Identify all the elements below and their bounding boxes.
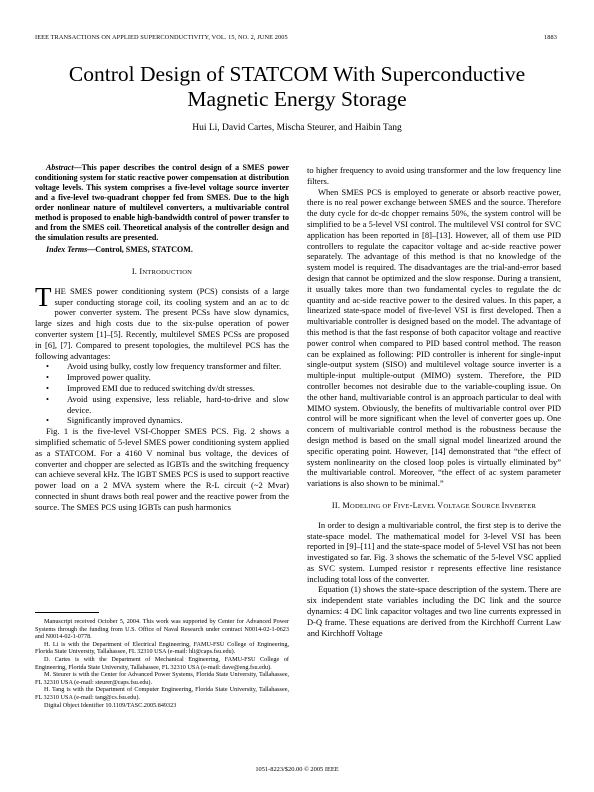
paragraph: to higher frequency to avoid using transformer and the low frequency line filters. bbox=[307, 165, 561, 186]
footnote: Digital Object Identifier 10.1109/TASC.2005.849323 bbox=[44, 701, 177, 709]
footnote: M. Steurer is with the Center for Advanced Power Systems, Florida State University, Tallahassee, FL 32310 USA (e-mail: steurer@caps.fsu.edu). bbox=[35, 671, 289, 686]
abstract bbox=[35, 163, 289, 243]
list-item: • Avoid using expensive, less reliable, hard-to-drive and slow device. bbox=[46, 393, 289, 415]
advantages-list bbox=[35, 361, 289, 426]
intro-paragraph-1: THE SMES power conditioning system (PCS) consists of a large super conducting storage coil, its cooling system and an ac to dc power converter system. The present PCSs have slow dynamics, large sizes and high costs due to the six-pulse operation of power converter system [1]–[5]. Recently, multilevel SMES PCSs are proposed in [6], [7]. Compared to present topologies, the multilevel PCS has the following advantages: bbox=[35, 281, 289, 361]
section-heading-introduction: I. INTRODUCTION bbox=[131, 267, 193, 276]
title-line-1: Control Design of STATCOM With Superconductive bbox=[68, 62, 526, 86]
footnote: H. Tang is with the Department of Computer Engineering, Florida State University, Tallahassee, FL 32310 USA (e-mail: tang@cs.fsu.edu). bbox=[35, 686, 289, 701]
footnotes bbox=[35, 612, 289, 709]
footnote-rule bbox=[35, 612, 99, 613]
page-number: 1883 bbox=[544, 34, 557, 41]
footnote: D. Cartes is with the Department of Mechanical Engineering, FAMU-FSU College of Engineering, Florida State University, Tallahassee, FL 32310 USA (e-mail: dave@eng.fsu.edu). bbox=[35, 655, 289, 671]
footnote: H. Li is with the Department of Electrical Engineering, FAMU-FSU College of Engineering, Florida State University, Tallahassee, FL 32310 USA (e-mail: hli@caps.fsu.edu). bbox=[35, 640, 289, 656]
paper-title bbox=[0, 62, 594, 112]
abstract-label: Abstract— bbox=[46, 163, 82, 172]
journal-header: IEEE TRANSACTIONS ON APPLIED SUPERCONDUCTIVITY, VOL. 15, NO. 2, JUNE 2005 bbox=[35, 34, 288, 41]
author-list: Hui Li, David Cartes, Mischa Steurer, and Haibin Tang bbox=[192, 123, 402, 133]
list-item: • Improved EMI due to reduced switching dv/dt stresses. bbox=[46, 382, 255, 393]
list-item: • Significantly improved dynamics. bbox=[46, 415, 183, 426]
index-terms bbox=[35, 245, 289, 255]
left-column bbox=[35, 163, 289, 513]
list-item: • Improved power quality. bbox=[46, 372, 151, 383]
index-terms-text: Control, SMES, STATCOM. bbox=[95, 245, 193, 254]
paragraph: Equation (1) shows the state-space description of the system. There are six independent state variables including the DC link and the source dynamics: 4 DC link capacitor voltages and two line currents expressed in D-Q frame. These equations are derived from the Kirchhoff Current Law and Kirchhoff Voltage bbox=[307, 584, 561, 638]
section-heading-modeling: II. MODELING OF FIVE-LEVEL VOLTAGE SOURCE INVERTER bbox=[331, 500, 537, 510]
abstract-text: This paper describes the control design of a SMES power conditioning system for static reactive power compensation at distribution voltage levels. This system comprises a five-level voltage source inverter and a five-level two-quadrant chopper fed from SMES. Due to the high order nonlinear nature of multilevel converters, a multivariable control method is proposed to enable high-bandwidth control of power transfer to and from the SMES coil. Theoretical analysis of the controller design and the simulation results are presented. bbox=[35, 163, 289, 242]
list-item: • Avoid using bulky, costly low frequency transformer and filter. bbox=[46, 361, 282, 372]
intro-paragraph-2: Fig. 1 is the five-level VSI-Chopper SMES PCS. Fig. 2 shows a simplified schematic of 5-level SMES power conditioning system applied as a STATCOM. For a 4160 V nominal bus voltage, the devices of converter and chopper are selected as IGBTs and the switching frequency can achieve several kHz. The IGBT SMES PCS is used to support reactive power load on a 2 MVA system where the R-L circuit (~2 Mvar) connected in shunt draws both real power and the reactive power from the source. The SMES PCS using IGBTs can push harmonics bbox=[35, 426, 289, 512]
right-column bbox=[307, 165, 561, 638]
paragraph: In order to design a multivariable control, the first step is to derive the state-space model. The mathematical model for 3-level VSI has been reported in [9]–[11] and the state-space model of 5-level VSI has not been investigated so far. Fig. 3 shows the schematic of the 5-level VSC applied as SVC system. Lumped resistor r represents effective line resistance including total loss of the converter. bbox=[307, 519, 561, 584]
footnote: Manuscript received October 5, 2004. This work was supported by Center for Advanced Power Systems through the funding from U.S. Office of Naval Research under contract N0014-02-1-0623 and N0014-02-1-0778. bbox=[35, 618, 289, 641]
paragraph: When SMES PCS is employed to generate or absorb reactive power, there is no real power exchange between SMES and the source. Therefore the duty cycle for dc-dc chopper remains 50%, the system control will be simplified to be a 5-level VSI control. The multilevel VSI control for SVC application has been reported in [8]–[13]. However, all of them use PID controllers to regulate the capacitor voltage and ac-side reactive power separately. The advantage of this method is that no knowledge of the system model is required. The disadvantages are the trial-and-error based design that cannot be optimized and the slow response. During a transient, it usually takes more than two fundamental cycles to regulate the dc quantity and ac-side reactive power to the desired values. In this paper, a linearized state-space model of five-level VSI is first developed. Then a multivariable controller is designed based on the model. The advantage of this method is that the fast response of both capacitor voltage and reactive power control when compared to PID based control method. The reason can be explained as following: PID controller is inherent for single-input single-output system (SISO) and multilevel voltage source inverter is a multiple-input multiple-output (MIMO) system. Therefore, the PID controller becomes not desirable due to the variable-coupling issue. On the other hand, multivariable control is an approach particular to deal with MIMO system. Obviously, the benefits of multivariable control over PID control will be more significant when the level of converter goes up. One concern of multivariable control method is the robustness because the design method is based on the small signal model linearized around the specific operating point. However, [14] demonstrated that “the effect of system nonlinearity on the closed loop poles is virtually eliminated by” the multivariable control. Moreover, “the effect of ac system parameter variations is also shown to be minimal.” bbox=[307, 186, 561, 489]
copyright-footer: 1051-8223/$20.00 © 2005 IEEE bbox=[255, 766, 339, 773]
drop-cap: T bbox=[35, 281, 52, 312]
title-line-2: Magnetic Energy Storage bbox=[187, 87, 407, 111]
index-terms-label: Index Terms— bbox=[46, 245, 96, 254]
